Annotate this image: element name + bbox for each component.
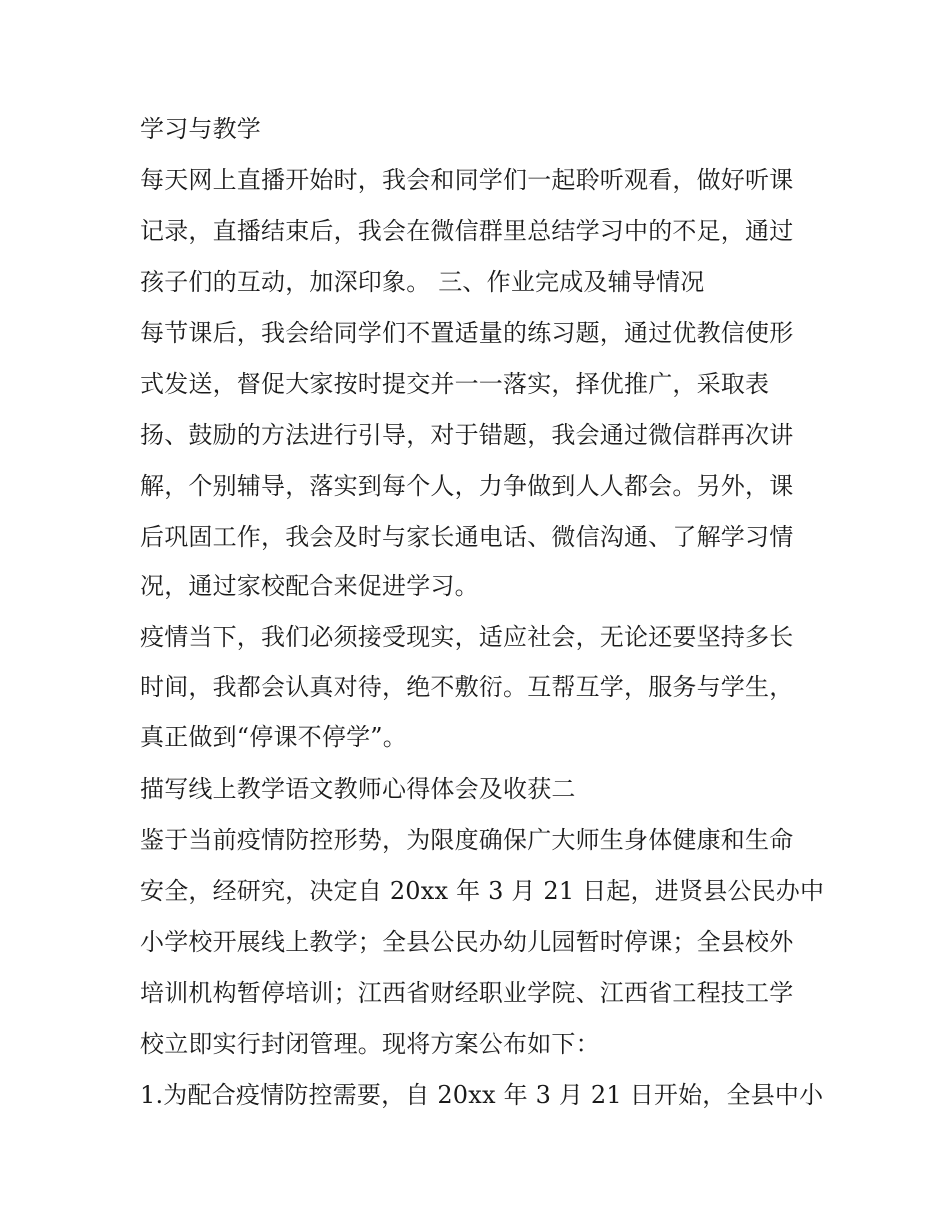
text-line: 每节课后，我会给同学们不置适量的练习题，通过优教信使形 [140, 319, 794, 347]
text-line: 式发送，督促大家按时提交并一一落实，择优推广，采取表 [140, 370, 770, 398]
text-line: 扬、鼓励的方法进行引导，对于错题，我会通过微信群再次讲 [140, 421, 794, 449]
text-line: 1.为配合疫情防控需要，自 20xx 年 3 月 21 日开始，全县中小 [140, 1081, 824, 1109]
text-line: 每天网上直播开始时，我会和同学们一起聆听观看，做好听课 [140, 166, 794, 194]
text-line: 孩子们的互动，加深印象。 三、作业完成及辅导情况 [140, 268, 705, 296]
section-heading: 描写线上教学语文教师心得体会及收获二 [140, 775, 576, 803]
text-line: 小学校开展线上教学；全县公民办幼儿园暂时停课；全县校外 [140, 928, 794, 956]
text-line: 时间，我都会认真对待，绝不敷衍。互帮互学，服务与学生， [140, 673, 794, 701]
section-heading: 学习与教学 [140, 115, 261, 143]
text-line: 况，通过家校配合来促进学习。 [140, 572, 479, 600]
text-line: 真正做到“停课不停学”。 [140, 723, 407, 751]
text-line: 记录，直播结束后，我会在微信群里总结学习中的不足，通过 [140, 217, 794, 245]
text-line: 培训机构暂停培训；江西省财经职业学院、江西省工程技工学 [140, 979, 794, 1007]
text-line: 后巩固工作，我会及时与家长通电话、微信沟通、了解学习情 [140, 523, 794, 551]
text-line: 鉴于当前疫情防控形势，为限度确保广大师生身体健康和生命 [140, 826, 794, 854]
text-line: 安全，经研究，决定自 20xx 年 3 月 21 日起，进贤县公民办中 [140, 877, 825, 905]
text-line: 疫情当下，我们必须接受现实，适应社会，无论还要坚持多长 [140, 623, 794, 651]
text-line: 校立即实行封闭管理。现将方案公布如下： [140, 1030, 600, 1058]
text-line: 解，个别辅导，落实到每个人，力争做到人人都会。另外，课 [140, 472, 794, 500]
